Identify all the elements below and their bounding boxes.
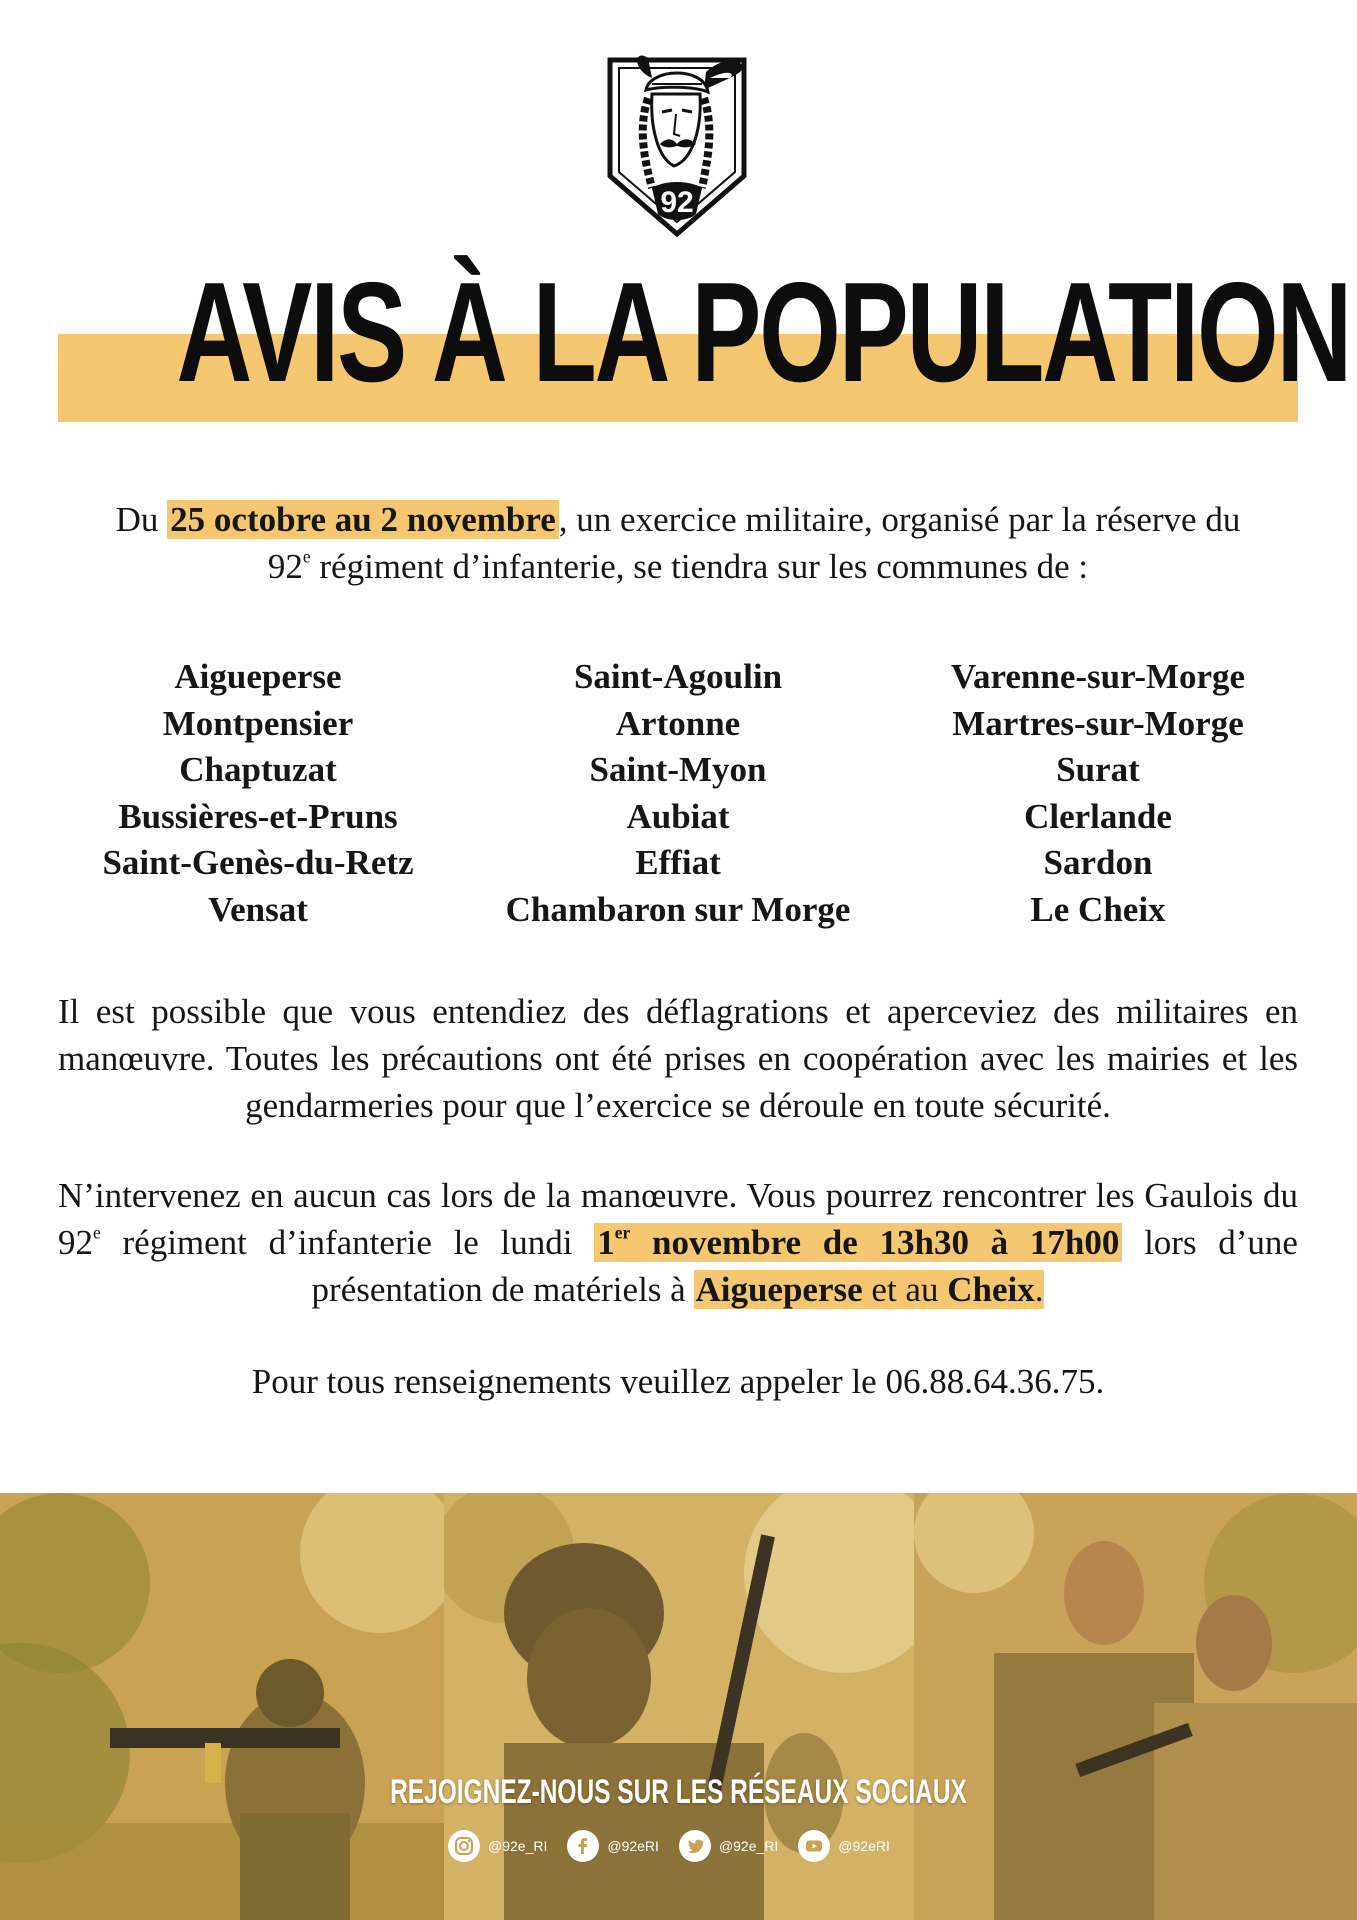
commune-name: Le Cheix	[1030, 889, 1166, 929]
soldier-aiming-photo	[0, 1493, 444, 1920]
regiment-number: 92	[267, 547, 303, 586]
meet-when: novembre de 13h30 à 17h00	[630, 1223, 1120, 1262]
commune-name: Vensat	[208, 889, 308, 929]
intro-prefix: Du	[115, 500, 168, 539]
ordinal-suffix: e	[302, 546, 311, 567]
meet-place-2: Cheix	[947, 1270, 1035, 1309]
facebook-icon	[567, 1830, 599, 1862]
meet-day-suffix: er	[614, 1222, 631, 1243]
commune-name: Varenne-sur-Morge	[950, 657, 1246, 696]
social-link-twitter[interactable]	[679, 1830, 778, 1862]
soldiers-pair-photo	[914, 1493, 1357, 1920]
regiment-logo	[604, 48, 750, 240]
commune-name: Bussières-et-Pruns	[118, 796, 398, 836]
communes-column-1	[58, 654, 458, 933]
meet-regiment-number: 92	[58, 1223, 93, 1262]
contact-line: Pour tous renseignements veuillez appeler le 06.88.64.36.75.	[251, 1362, 1105, 1401]
intro-after-dates: , un exercice militaire, organisé par la réserve du	[558, 500, 1241, 539]
notice-paragraph: Il est possible que vous entendiez des déflagrations et aperceviez des militaires en manœuvre. Toutes les précautions ont été prises en coopération avec les mairies et les gendarmeries pour que l’exercice se déroule en toute sécurité.	[58, 992, 1298, 1125]
meet-place-1: Aigueperse	[695, 1270, 863, 1309]
commune-name: Montpensier	[162, 703, 354, 743]
meet-end: .	[1034, 1270, 1044, 1309]
commune-name: Martres-sur-Morge	[952, 703, 1244, 743]
meet-part2: régiment d’infanterie le lundi	[100, 1223, 595, 1262]
youtube-icon	[798, 1830, 830, 1862]
meet-ordinal-suffix: e	[93, 1222, 101, 1243]
meet-part1: N’intervenez en aucun cas lors de la manœuvre. Vous pourrez rencontrer les Gaulois du	[58, 1176, 1298, 1215]
meet-day: 1	[597, 1223, 615, 1262]
social-handle: @92eRI	[607, 1838, 659, 1854]
social-links	[448, 1828, 918, 1864]
twitter-icon	[679, 1830, 711, 1862]
commune-name: Chambaron sur Morge	[505, 889, 851, 929]
exercise-dates: 25 octobre au 2 novembre	[167, 500, 559, 539]
commune-name: Saint-Agoulin	[573, 657, 783, 696]
logo-number: 92	[660, 186, 694, 219]
communes-list	[58, 654, 1298, 934]
commune-name: Aigueperse	[174, 657, 342, 696]
meet-date	[594, 1223, 1122, 1262]
meet-places-highlight	[694, 1270, 1044, 1309]
social-handle: @92e_RI	[488, 1838, 548, 1854]
commune-name: Sardon	[1043, 843, 1153, 882]
commune-name: Effiat	[635, 843, 721, 882]
commune-name: Aubiat	[626, 796, 730, 836]
communes-column-3	[898, 654, 1298, 933]
communes-column-2	[478, 654, 878, 933]
page-title: AVIS À LA POPULATION	[176, 253, 1351, 412]
meet-part3: lors d’une présentation de matériels à	[311, 1223, 1298, 1309]
commune-name: Saint-Myon	[589, 750, 767, 789]
commune-name: Chaptuzat	[179, 750, 337, 789]
instagram-icon	[448, 1830, 480, 1862]
commune-name: Surat	[1056, 750, 1140, 789]
meet-paragraph	[58, 1172, 1298, 1313]
social-title: REJOIGNEZ-NOUS SUR LES RÉSEAUX SOCIAUX	[390, 1773, 967, 1811]
social-link-instagram[interactable]	[448, 1830, 547, 1862]
social-handle: @92e_RI	[718, 1838, 779, 1854]
commune-name: Saint-Genès-du-Retz	[102, 843, 414, 882]
social-handle: @92eRI	[838, 1838, 890, 1854]
intro-paragraph	[58, 496, 1298, 590]
social-link-youtube[interactable]	[798, 1830, 890, 1862]
commune-name: Artonne	[615, 703, 741, 743]
intro-rest: régiment d’infanterie, se tiendra sur les communes de :	[310, 547, 1089, 586]
meet-and: et au	[862, 1270, 948, 1309]
commune-name: Clerlande	[1024, 796, 1172, 836]
social-link-facebook[interactable]	[567, 1830, 659, 1862]
